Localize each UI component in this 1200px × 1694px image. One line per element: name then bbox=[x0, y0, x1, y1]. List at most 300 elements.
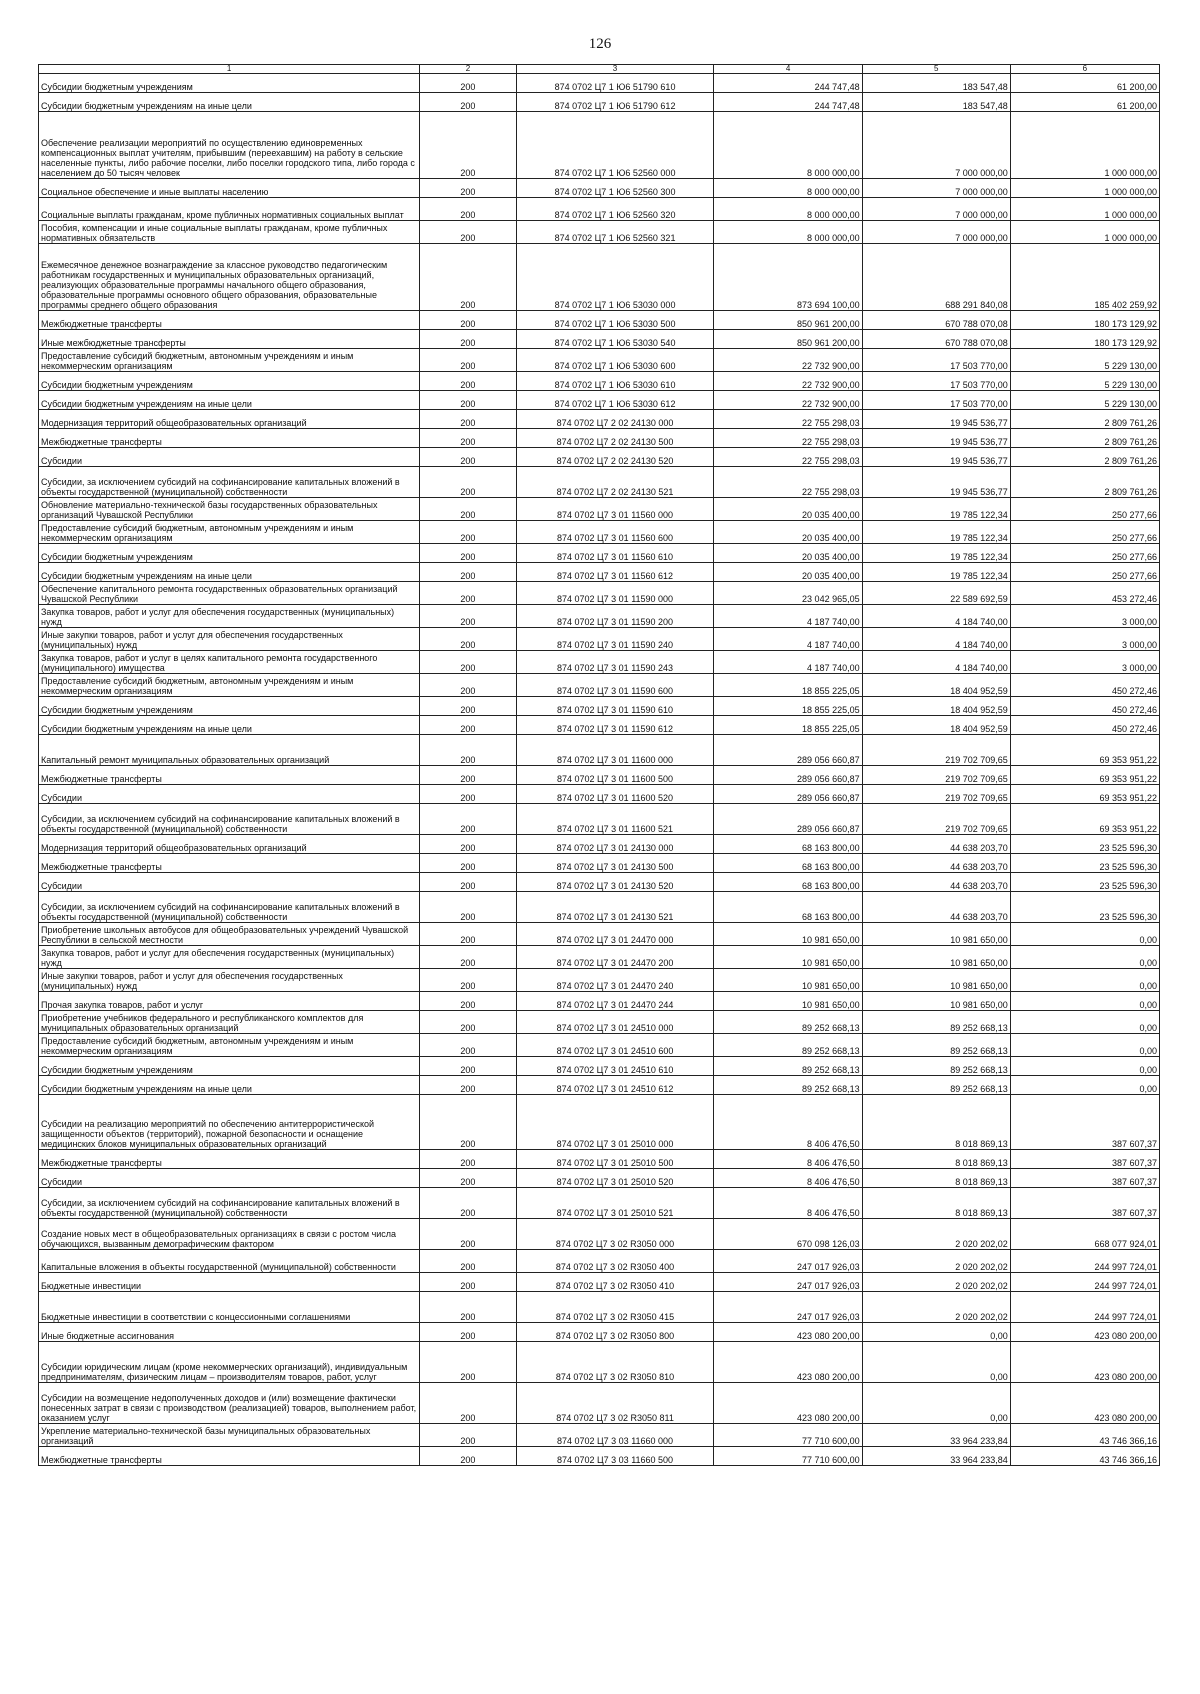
row-value-col5-cell: 7 000 000,00 bbox=[862, 198, 1010, 221]
row-value-col6-cell: 69 353 951,22 bbox=[1010, 766, 1159, 785]
row-classification-cell: 874 0702 Ц7 3 02 R3050 410 bbox=[516, 1273, 714, 1292]
row-name-cell: Обеспечение реализации мероприятий по осуществлению единовременных компенсационных выплат учителям, прибывшим (переехавшим) на работу в сельские населенные пункты, либо рабочие поселки, либо поселки городского типа, либо города с населением до 50 тысяч человек bbox=[39, 112, 420, 179]
row-value-col6-cell: 450 272,46 bbox=[1010, 716, 1159, 735]
row-name-cell: Субсидии на возмещение недополученных доходов и (или) возмещение фактически понесенных затрат в связи с производством (реализацией) товаров, выполнением работ, оказанием услуг bbox=[39, 1383, 420, 1424]
row-code-cell: 200 bbox=[420, 873, 516, 892]
row-value-col5-cell: 89 252 668,13 bbox=[862, 1076, 1010, 1095]
table-row bbox=[39, 1150, 1160, 1169]
row-value-col5-cell: 688 291 840,08 bbox=[862, 244, 1010, 311]
row-value-col6-cell: 423 080 200,00 bbox=[1010, 1342, 1159, 1383]
row-value-col5-cell: 7 000 000,00 bbox=[862, 221, 1010, 244]
row-value-col6-cell: 69 353 951,22 bbox=[1010, 804, 1159, 835]
row-classification-cell: 874 0702 Ц7 1 Ю6 52560 320 bbox=[516, 198, 714, 221]
row-value-col6-cell: 3 000,00 bbox=[1010, 605, 1159, 628]
table-row bbox=[39, 349, 1160, 372]
row-value-col6-cell: 0,00 bbox=[1010, 946, 1159, 969]
row-name-cell: Субсидии, за исключением субсидий на софинансирование капитальных вложений в объекты государственной (муниципальной) собственности bbox=[39, 467, 420, 498]
row-classification-cell: 874 0702 Ц7 3 01 24470 244 bbox=[516, 992, 714, 1011]
row-value-col4-cell: 22 732 900,00 bbox=[714, 349, 862, 372]
row-value-col6-cell: 244 997 724,01 bbox=[1010, 1250, 1159, 1273]
row-value-col6-cell: 250 277,66 bbox=[1010, 498, 1159, 521]
row-value-col4-cell: 4 187 740,00 bbox=[714, 651, 862, 674]
table-row bbox=[39, 804, 1160, 835]
row-classification-cell: 874 0702 Ц7 3 01 24510 610 bbox=[516, 1057, 714, 1076]
row-value-col4-cell: 289 056 660,87 bbox=[714, 735, 862, 766]
row-code-cell: 200 bbox=[420, 892, 516, 923]
row-code-cell: 200 bbox=[420, 1424, 516, 1447]
row-classification-cell: 874 0702 Ц7 3 02 R3050 810 bbox=[516, 1342, 714, 1383]
row-code-cell: 200 bbox=[420, 1342, 516, 1383]
row-value-col5-cell: 4 184 740,00 bbox=[862, 628, 1010, 651]
row-value-col4-cell: 89 252 668,13 bbox=[714, 1076, 862, 1095]
row-value-col6-cell: 3 000,00 bbox=[1010, 628, 1159, 651]
row-code-cell: 200 bbox=[420, 1219, 516, 1250]
row-value-col6-cell: 2 809 761,26 bbox=[1010, 429, 1159, 448]
row-value-col6-cell: 2 809 761,26 bbox=[1010, 410, 1159, 429]
table-row bbox=[39, 582, 1160, 605]
row-code-cell: 200 bbox=[420, 1323, 516, 1342]
table-row bbox=[39, 1188, 1160, 1219]
row-value-col5-cell: 44 638 203,70 bbox=[862, 835, 1010, 854]
table-row bbox=[39, 1057, 1160, 1076]
row-value-col6-cell: 23 525 596,30 bbox=[1010, 873, 1159, 892]
row-name-cell: Социальное обеспечение и иные выплаты населению bbox=[39, 179, 420, 198]
row-classification-cell: 874 0702 Ц7 3 01 25010 500 bbox=[516, 1150, 714, 1169]
row-value-col6-cell: 0,00 bbox=[1010, 1076, 1159, 1095]
row-code-cell: 200 bbox=[420, 544, 516, 563]
row-code-cell: 200 bbox=[420, 198, 516, 221]
row-code-cell: 200 bbox=[420, 372, 516, 391]
row-classification-cell: 874 0702 Ц7 1 Ю6 52560 321 bbox=[516, 221, 714, 244]
row-value-col4-cell: 670 098 126,03 bbox=[714, 1219, 862, 1250]
row-code-cell: 200 bbox=[420, 1383, 516, 1424]
row-name-cell: Иные бюджетные ассигнования bbox=[39, 1323, 420, 1342]
row-value-col5-cell: 89 252 668,13 bbox=[862, 1034, 1010, 1057]
row-value-col5-cell: 8 018 869,13 bbox=[862, 1150, 1010, 1169]
row-value-col6-cell: 244 997 724,01 bbox=[1010, 1273, 1159, 1292]
table-row bbox=[39, 1034, 1160, 1057]
row-value-col4-cell: 247 017 926,03 bbox=[714, 1273, 862, 1292]
row-value-col4-cell: 68 163 800,00 bbox=[714, 892, 862, 923]
row-value-col5-cell: 7 000 000,00 bbox=[862, 179, 1010, 198]
row-classification-cell: 874 0702 Ц7 3 01 24130 500 bbox=[516, 854, 714, 873]
row-value-col4-cell: 8 406 476,50 bbox=[714, 1188, 862, 1219]
row-value-col5-cell: 19 785 122,34 bbox=[862, 563, 1010, 582]
table-row bbox=[39, 1447, 1160, 1466]
row-name-cell: Закупка товаров, работ и услуг для обеспечения государственных (муниципальных) нужд bbox=[39, 946, 420, 969]
row-value-col5-cell: 670 788 070,08 bbox=[862, 330, 1010, 349]
table-row bbox=[39, 697, 1160, 716]
row-code-cell: 200 bbox=[420, 1292, 516, 1323]
row-name-cell: Субсидии bbox=[39, 785, 420, 804]
row-name-cell: Бюджетные инвестиции bbox=[39, 1273, 420, 1292]
table-row bbox=[39, 674, 1160, 697]
row-name-cell: Модернизация территорий общеобразовательных организаций bbox=[39, 835, 420, 854]
row-classification-cell: 874 0702 Ц7 3 01 11590 240 bbox=[516, 628, 714, 651]
row-name-cell: Субсидии бюджетным учреждениям на иные цели bbox=[39, 716, 420, 735]
row-value-col6-cell: 23 525 596,30 bbox=[1010, 854, 1159, 873]
table-row bbox=[39, 391, 1160, 410]
row-value-col4-cell: 244 747,48 bbox=[714, 74, 862, 93]
row-value-col6-cell: 250 277,66 bbox=[1010, 563, 1159, 582]
row-name-cell: Предоставление субсидий бюджетным, автономным учреждениям и иным некоммерческим организациям bbox=[39, 349, 420, 372]
row-name-cell: Субсидии бюджетным учреждениям на иные цели bbox=[39, 1076, 420, 1095]
table-row bbox=[39, 448, 1160, 467]
row-code-cell: 200 bbox=[420, 1076, 516, 1095]
row-value-col6-cell: 1 000 000,00 bbox=[1010, 198, 1159, 221]
row-name-cell: Субсидии bbox=[39, 1169, 420, 1188]
row-value-col5-cell: 19 945 536,77 bbox=[862, 429, 1010, 448]
row-value-col4-cell: 23 042 965,05 bbox=[714, 582, 862, 605]
row-value-col4-cell: 68 163 800,00 bbox=[714, 854, 862, 873]
table-row bbox=[39, 892, 1160, 923]
row-code-cell: 200 bbox=[420, 735, 516, 766]
column-header-3: 3 bbox=[516, 65, 714, 74]
row-value-col6-cell: 43 746 366,16 bbox=[1010, 1447, 1159, 1466]
row-classification-cell: 874 0702 Ц7 3 02 R3050 400 bbox=[516, 1250, 714, 1273]
column-header-5: 5 bbox=[862, 65, 1010, 74]
row-code-cell: 200 bbox=[420, 311, 516, 330]
table-row bbox=[39, 1273, 1160, 1292]
row-name-cell: Субсидии бюджетным учреждениям на иные цели bbox=[39, 93, 420, 112]
row-name-cell: Закупка товаров, работ и услуг в целях капитального ремонта государственного (муниципального) имущества bbox=[39, 651, 420, 674]
row-classification-cell: 874 0702 Ц7 3 02 R3050 000 bbox=[516, 1219, 714, 1250]
table-row bbox=[39, 498, 1160, 521]
table-row bbox=[39, 605, 1160, 628]
row-value-col4-cell: 289 056 660,87 bbox=[714, 785, 862, 804]
row-value-col5-cell: 10 981 650,00 bbox=[862, 969, 1010, 992]
row-classification-cell: 874 0702 Ц7 3 01 11590 612 bbox=[516, 716, 714, 735]
row-code-cell: 200 bbox=[420, 563, 516, 582]
row-code-cell: 200 bbox=[420, 1057, 516, 1076]
row-code-cell: 200 bbox=[420, 605, 516, 628]
row-value-col6-cell: 23 525 596,30 bbox=[1010, 835, 1159, 854]
row-code-cell: 200 bbox=[420, 854, 516, 873]
row-value-col6-cell: 250 277,66 bbox=[1010, 544, 1159, 563]
row-value-col4-cell: 8 406 476,50 bbox=[714, 1169, 862, 1188]
table-row bbox=[39, 311, 1160, 330]
table-row bbox=[39, 651, 1160, 674]
row-code-cell: 200 bbox=[420, 1169, 516, 1188]
row-name-cell: Субсидии юридическим лицам (кроме некоммерческих организаций), индивидуальным предпринимателям, физическим лицам – производителям товаров, работ, услуг bbox=[39, 1342, 420, 1383]
row-code-cell: 200 bbox=[420, 1447, 516, 1466]
column-header-4: 4 bbox=[714, 65, 862, 74]
row-value-col6-cell: 69 353 951,22 bbox=[1010, 735, 1159, 766]
row-value-col5-cell: 2 020 202,02 bbox=[862, 1219, 1010, 1250]
row-value-col5-cell: 7 000 000,00 bbox=[862, 112, 1010, 179]
row-value-col4-cell: 22 755 298,03 bbox=[714, 429, 862, 448]
row-classification-cell: 874 0702 Ц7 3 01 25010 000 bbox=[516, 1095, 714, 1150]
row-classification-cell: 874 0702 Ц7 3 01 24130 521 bbox=[516, 892, 714, 923]
row-name-cell: Субсидии бюджетным учреждениям на иные цели bbox=[39, 391, 420, 410]
row-classification-cell: 874 0702 Ц7 1 Ю6 53030 000 bbox=[516, 244, 714, 311]
column-header-6: 6 bbox=[1010, 65, 1159, 74]
row-value-col5-cell: 44 638 203,70 bbox=[862, 892, 1010, 923]
row-classification-cell: 874 0702 Ц7 1 Ю6 51790 612 bbox=[516, 93, 714, 112]
row-name-cell: Укрепление материально-технической базы муниципальных образовательных организаций bbox=[39, 1424, 420, 1447]
row-code-cell: 200 bbox=[420, 1150, 516, 1169]
row-code-cell: 200 bbox=[420, 521, 516, 544]
row-name-cell: Капитальный ремонт муниципальных образовательных организаций bbox=[39, 735, 420, 766]
row-value-col4-cell: 8 000 000,00 bbox=[714, 198, 862, 221]
table-row bbox=[39, 563, 1160, 582]
row-name-cell: Субсидии, за исключением субсидий на софинансирование капитальных вложений в объекты государственной (муниципальной) собственности bbox=[39, 1188, 420, 1219]
row-value-col6-cell: 450 272,46 bbox=[1010, 674, 1159, 697]
row-value-col5-cell: 4 184 740,00 bbox=[862, 651, 1010, 674]
table-row bbox=[39, 1383, 1160, 1424]
row-code-cell: 200 bbox=[420, 835, 516, 854]
table-row bbox=[39, 372, 1160, 391]
row-value-col4-cell: 10 981 650,00 bbox=[714, 946, 862, 969]
row-value-col4-cell: 8 406 476,50 bbox=[714, 1095, 862, 1150]
table-row bbox=[39, 429, 1160, 448]
row-code-cell: 200 bbox=[420, 448, 516, 467]
table-row bbox=[39, 1424, 1160, 1447]
table-row bbox=[39, 716, 1160, 735]
row-value-col6-cell: 61 200,00 bbox=[1010, 93, 1159, 112]
row-value-col5-cell: 18 404 952,59 bbox=[862, 674, 1010, 697]
row-value-col6-cell: 453 272,46 bbox=[1010, 582, 1159, 605]
row-value-col5-cell: 219 702 709,65 bbox=[862, 735, 1010, 766]
row-code-cell: 200 bbox=[420, 179, 516, 198]
table-row bbox=[39, 1323, 1160, 1342]
row-value-col5-cell: 19 945 536,77 bbox=[862, 467, 1010, 498]
row-value-col4-cell: 247 017 926,03 bbox=[714, 1292, 862, 1323]
row-classification-cell: 874 0702 Ц7 1 Ю6 53030 600 bbox=[516, 349, 714, 372]
row-name-cell: Обеспечение капитального ремонта государственных образовательных организаций Чувашской Республики bbox=[39, 582, 420, 605]
row-value-col6-cell: 5 229 130,00 bbox=[1010, 391, 1159, 410]
row-value-col4-cell: 8 000 000,00 bbox=[714, 112, 862, 179]
row-name-cell: Субсидии бюджетным учреждениям bbox=[39, 697, 420, 716]
table-row bbox=[39, 766, 1160, 785]
row-name-cell: Прочая закупка товаров, работ и услуг bbox=[39, 992, 420, 1011]
row-value-col4-cell: 68 163 800,00 bbox=[714, 873, 862, 892]
row-classification-cell: 874 0702 Ц7 3 01 11600 520 bbox=[516, 785, 714, 804]
table-body bbox=[39, 74, 1160, 1466]
row-value-col5-cell: 33 964 233,84 bbox=[862, 1424, 1010, 1447]
row-value-col6-cell: 1 000 000,00 bbox=[1010, 112, 1159, 179]
row-name-cell: Межбюджетные трансферты bbox=[39, 429, 420, 448]
table-row bbox=[39, 1095, 1160, 1150]
row-value-col6-cell: 0,00 bbox=[1010, 1057, 1159, 1076]
row-value-col5-cell: 0,00 bbox=[862, 1323, 1010, 1342]
row-value-col4-cell: 8 000 000,00 bbox=[714, 221, 862, 244]
row-code-cell: 200 bbox=[420, 1250, 516, 1273]
row-classification-cell: 874 0702 Ц7 2 02 24130 000 bbox=[516, 410, 714, 429]
row-classification-cell: 874 0702 Ц7 3 01 24130 520 bbox=[516, 873, 714, 892]
row-value-col5-cell: 22 589 692,59 bbox=[862, 582, 1010, 605]
row-classification-cell: 874 0702 Ц7 3 02 R3050 415 bbox=[516, 1292, 714, 1323]
row-value-col5-cell: 8 018 869,13 bbox=[862, 1188, 1010, 1219]
row-classification-cell: 874 0702 Ц7 1 Ю6 52560 300 bbox=[516, 179, 714, 198]
table-row bbox=[39, 521, 1160, 544]
row-name-cell: Субсидии bbox=[39, 448, 420, 467]
row-value-col4-cell: 20 035 400,00 bbox=[714, 498, 862, 521]
row-code-cell: 200 bbox=[420, 221, 516, 244]
row-code-cell: 200 bbox=[420, 674, 516, 697]
row-code-cell: 200 bbox=[420, 498, 516, 521]
table-row bbox=[39, 835, 1160, 854]
table-row bbox=[39, 544, 1160, 563]
row-value-col6-cell: 387 607,37 bbox=[1010, 1150, 1159, 1169]
row-value-col6-cell: 2 809 761,26 bbox=[1010, 467, 1159, 498]
row-name-cell: Субсидии бюджетным учреждениям bbox=[39, 544, 420, 563]
row-value-col6-cell: 0,00 bbox=[1010, 923, 1159, 946]
row-classification-cell: 874 0702 Ц7 1 Ю6 51790 610 bbox=[516, 74, 714, 93]
row-value-col5-cell: 10 981 650,00 bbox=[862, 923, 1010, 946]
row-value-col4-cell: 20 035 400,00 bbox=[714, 544, 862, 563]
row-code-cell: 200 bbox=[420, 429, 516, 448]
row-value-col4-cell: 850 961 200,00 bbox=[714, 330, 862, 349]
table-row bbox=[39, 628, 1160, 651]
row-classification-cell: 874 0702 Ц7 3 01 11560 612 bbox=[516, 563, 714, 582]
table-row bbox=[39, 198, 1160, 221]
row-value-col5-cell: 19 785 122,34 bbox=[862, 498, 1010, 521]
row-value-col5-cell: 19 945 536,77 bbox=[862, 448, 1010, 467]
row-code-cell: 200 bbox=[420, 349, 516, 372]
row-name-cell: Закупка товаров, работ и услуг для обеспечения государственных (муниципальных) нужд bbox=[39, 605, 420, 628]
row-code-cell: 200 bbox=[420, 946, 516, 969]
row-value-col5-cell: 17 503 770,00 bbox=[862, 349, 1010, 372]
row-name-cell: Субсидии bbox=[39, 873, 420, 892]
row-value-col6-cell: 387 607,37 bbox=[1010, 1095, 1159, 1150]
row-name-cell: Предоставление субсидий бюджетным, автономным учреждениям и иным некоммерческим организациям bbox=[39, 674, 420, 697]
row-value-col4-cell: 20 035 400,00 bbox=[714, 563, 862, 582]
row-classification-cell: 874 0702 Ц7 3 01 24470 200 bbox=[516, 946, 714, 969]
row-classification-cell: 874 0702 Ц7 2 02 24130 520 bbox=[516, 448, 714, 467]
row-code-cell: 200 bbox=[420, 992, 516, 1011]
row-code-cell: 200 bbox=[420, 330, 516, 349]
row-value-col6-cell: 0,00 bbox=[1010, 992, 1159, 1011]
row-value-col5-cell: 0,00 bbox=[862, 1383, 1010, 1424]
row-value-col4-cell: 10 981 650,00 bbox=[714, 969, 862, 992]
row-name-cell: Субсидии, за исключением субсидий на софинансирование капитальных вложений в объекты государственной (муниципальной) собственности bbox=[39, 804, 420, 835]
row-name-cell: Субсидии бюджетным учреждениям bbox=[39, 74, 420, 93]
row-value-col5-cell: 17 503 770,00 bbox=[862, 372, 1010, 391]
row-name-cell: Пособия, компенсации и иные социальные выплаты гражданам, кроме публичных нормативных обязательств bbox=[39, 221, 420, 244]
row-code-cell: 200 bbox=[420, 785, 516, 804]
row-value-col4-cell: 244 747,48 bbox=[714, 93, 862, 112]
row-value-col4-cell: 89 252 668,13 bbox=[714, 1034, 862, 1057]
row-classification-cell: 874 0702 Ц7 3 01 24130 000 bbox=[516, 835, 714, 854]
row-value-col5-cell: 89 252 668,13 bbox=[862, 1057, 1010, 1076]
row-classification-cell: 874 0702 Ц7 1 Ю6 53030 500 bbox=[516, 311, 714, 330]
table-row bbox=[39, 735, 1160, 766]
row-value-col5-cell: 183 547,48 bbox=[862, 74, 1010, 93]
row-value-col5-cell: 2 020 202,02 bbox=[862, 1250, 1010, 1273]
row-value-col4-cell: 89 252 668,13 bbox=[714, 1011, 862, 1034]
row-value-col5-cell: 183 547,48 bbox=[862, 93, 1010, 112]
row-value-col6-cell: 0,00 bbox=[1010, 1034, 1159, 1057]
table-row bbox=[39, 854, 1160, 873]
row-value-col4-cell: 4 187 740,00 bbox=[714, 605, 862, 628]
row-value-col4-cell: 22 755 298,03 bbox=[714, 410, 862, 429]
row-value-col6-cell: 1 000 000,00 bbox=[1010, 221, 1159, 244]
table-row bbox=[39, 1219, 1160, 1250]
row-classification-cell: 874 0702 Ц7 2 02 24130 500 bbox=[516, 429, 714, 448]
row-classification-cell: 874 0702 Ц7 3 01 24510 600 bbox=[516, 1034, 714, 1057]
row-value-col4-cell: 22 755 298,03 bbox=[714, 467, 862, 498]
row-value-col6-cell: 0,00 bbox=[1010, 1011, 1159, 1034]
row-name-cell: Обновление материально-технической базы государственных образовательных организаций Чувашской Республики bbox=[39, 498, 420, 521]
row-code-cell: 200 bbox=[420, 1188, 516, 1219]
row-name-cell: Приобретение учебников федерального и республиканского комплектов для муниципальных образовательных организаций bbox=[39, 1011, 420, 1034]
row-code-cell: 200 bbox=[420, 923, 516, 946]
row-name-cell: Межбюджетные трансферты bbox=[39, 854, 420, 873]
row-value-col4-cell: 22 755 298,03 bbox=[714, 448, 862, 467]
row-value-col4-cell: 77 710 600,00 bbox=[714, 1424, 862, 1447]
budget-table bbox=[38, 64, 1160, 1466]
row-value-col6-cell: 668 077 924,01 bbox=[1010, 1219, 1159, 1250]
row-name-cell: Межбюджетные трансферты bbox=[39, 1150, 420, 1169]
row-code-cell: 200 bbox=[420, 1034, 516, 1057]
row-value-col6-cell: 5 229 130,00 bbox=[1010, 349, 1159, 372]
row-classification-cell: 874 0702 Ц7 3 01 11590 243 bbox=[516, 651, 714, 674]
table-row bbox=[39, 1011, 1160, 1034]
row-name-cell: Модернизация территорий общеобразовательных организаций bbox=[39, 410, 420, 429]
row-value-col5-cell: 2 020 202,02 bbox=[862, 1273, 1010, 1292]
row-name-cell: Межбюджетные трансферты bbox=[39, 1447, 420, 1466]
row-classification-cell: 874 0702 Ц7 3 01 11560 600 bbox=[516, 521, 714, 544]
row-value-col5-cell: 219 702 709,65 bbox=[862, 785, 1010, 804]
row-code-cell: 200 bbox=[420, 244, 516, 311]
row-name-cell: Социальные выплаты гражданам, кроме публичных нормативных социальных выплат bbox=[39, 198, 420, 221]
table-row bbox=[39, 467, 1160, 498]
row-name-cell: Бюджетные инвестиции в соответствии с концессионными соглашениями bbox=[39, 1292, 420, 1323]
row-value-col6-cell: 3 000,00 bbox=[1010, 651, 1159, 674]
row-value-col4-cell: 247 017 926,03 bbox=[714, 1250, 862, 1273]
row-value-col5-cell: 17 503 770,00 bbox=[862, 391, 1010, 410]
table-row bbox=[39, 1169, 1160, 1188]
row-value-col4-cell: 77 710 600,00 bbox=[714, 1447, 862, 1466]
row-code-cell: 200 bbox=[420, 628, 516, 651]
row-code-cell: 200 bbox=[420, 410, 516, 429]
row-value-col6-cell: 5 229 130,00 bbox=[1010, 372, 1159, 391]
table-row bbox=[39, 1292, 1160, 1323]
row-code-cell: 200 bbox=[420, 766, 516, 785]
row-code-cell: 200 bbox=[420, 93, 516, 112]
row-value-col5-cell: 18 404 952,59 bbox=[862, 716, 1010, 735]
row-value-col4-cell: 18 855 225,05 bbox=[714, 716, 862, 735]
row-value-col5-cell: 10 981 650,00 bbox=[862, 992, 1010, 1011]
row-value-col6-cell: 2 809 761,26 bbox=[1010, 448, 1159, 467]
row-name-cell: Межбюджетные трансферты bbox=[39, 311, 420, 330]
row-value-col5-cell: 8 018 869,13 bbox=[862, 1095, 1010, 1150]
row-name-cell: Субсидии, за исключением субсидий на софинансирование капитальных вложений в объекты государственной (муниципальной) собственности bbox=[39, 892, 420, 923]
row-classification-cell: 874 0702 Ц7 1 Ю6 53030 610 bbox=[516, 372, 714, 391]
row-value-col6-cell: 0,00 bbox=[1010, 969, 1159, 992]
row-classification-cell: 874 0702 Ц7 3 01 24510 000 bbox=[516, 1011, 714, 1034]
table-row bbox=[39, 410, 1160, 429]
row-value-col4-cell: 68 163 800,00 bbox=[714, 835, 862, 854]
row-classification-cell: 874 0702 Ц7 3 02 R3050 811 bbox=[516, 1383, 714, 1424]
page-number: 126 bbox=[588, 36, 612, 52]
row-classification-cell: 874 0702 Ц7 3 03 11660 500 bbox=[516, 1447, 714, 1466]
row-classification-cell: 874 0702 Ц7 3 01 11600 500 bbox=[516, 766, 714, 785]
table-row bbox=[39, 1342, 1160, 1383]
row-value-col6-cell: 387 607,37 bbox=[1010, 1188, 1159, 1219]
row-value-col4-cell: 4 187 740,00 bbox=[714, 628, 862, 651]
row-value-col5-cell: 0,00 bbox=[862, 1342, 1010, 1383]
row-value-col5-cell: 89 252 668,13 bbox=[862, 1011, 1010, 1034]
row-value-col4-cell: 423 080 200,00 bbox=[714, 1323, 862, 1342]
row-name-cell: Иные межбюджетные трансферты bbox=[39, 330, 420, 349]
column-header-1: 1 bbox=[39, 65, 420, 74]
row-value-col6-cell: 250 277,66 bbox=[1010, 521, 1159, 544]
row-code-cell: 200 bbox=[420, 651, 516, 674]
row-value-col6-cell: 43 746 366,16 bbox=[1010, 1424, 1159, 1447]
row-classification-cell: 874 0702 Ц7 3 01 11590 610 bbox=[516, 697, 714, 716]
